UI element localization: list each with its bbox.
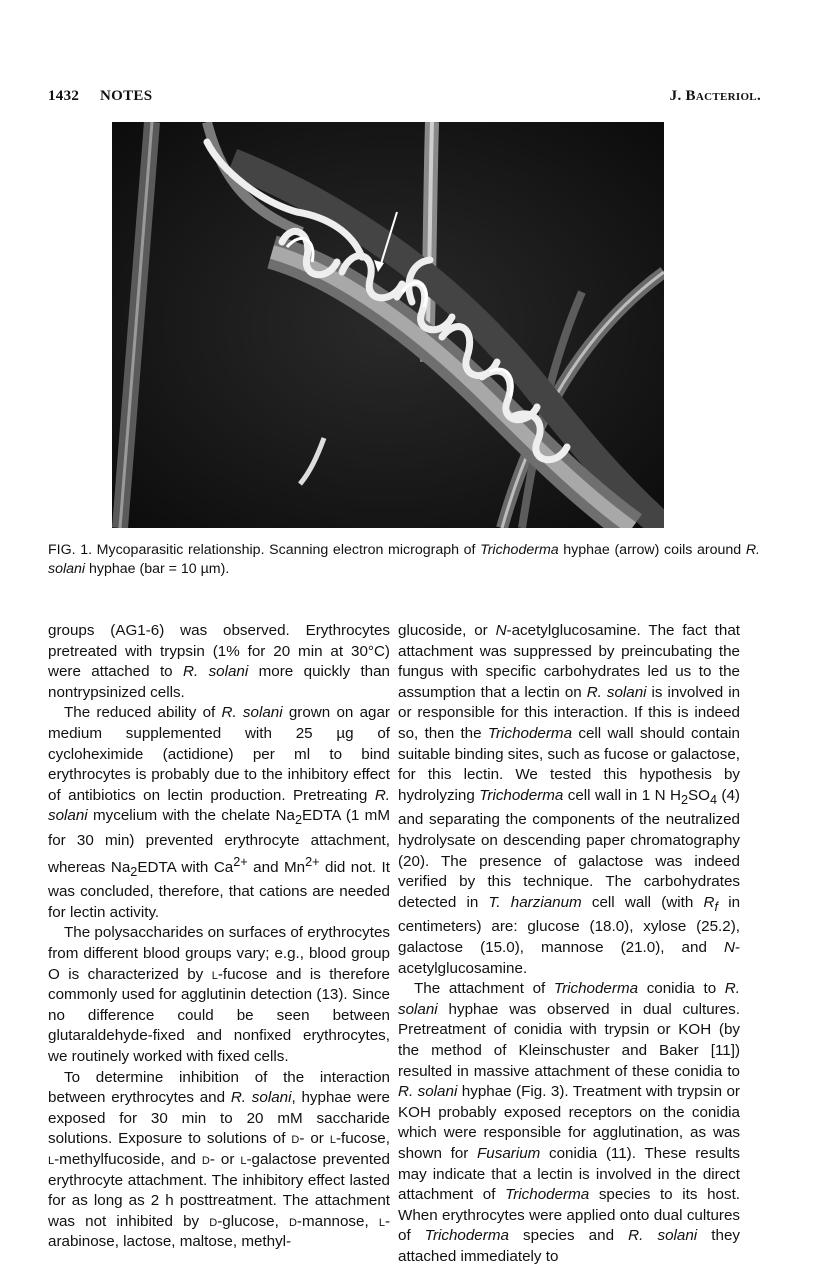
paragraph: The reduced ability of R. solani grown on agar medium supplemented with 25 µg of cycloheximide (actidione) per ml to bind erythrocytes is probably due to the inhibitory effect of antibiotics on lectin production. Pretreating R. solani mycelium with the chelate $Na_2EDTA$ (1 mM for 30 min) prevented erythrocyte attachment, whereas $Na_2EDTA$ with $Ca^{2+}$ and $Mn^{2+}$ did not. It was concluded, therefore, that cations are needed for lectin activity. xyxy=(48,704,390,921)
paragraph: To determine inhibition of the interaction between erythrocytes and R. solani, hyphae were exposed for 30 min to 20 mM saccharide solutions. Exposure to solutions of d- or l-fucose, l-methylfucoside, and d- or l-galactose prevented erythrocyte attachment. The inhibitory effect lasted for as long as 2 h posttreatment. The attachment was not inhibited by d-glucose, d-mannose, l-arabinose, lactose, maltose, methyl- xyxy=(48,1068,391,1251)
paragraph: glucoside, or N-acetylglucosamine. The fact that attachment was suppressed by preincubating the fungus with specific carbohydrates led us to the assumption that a lectin on R. solani is involved in or responsible for this interaction. If this is indeed so, then the Trichoderma cell wall should contain suitable binding sites, such as fucose or galactose, for this lectin. We tested this hypothesis by hydrolyzing Trichoderma cell wall in 1 N $H_2SO_4$ (4) and separating the components of the neutralized hydrolysate on descending paper chromatography (20). The presence of galactose was indeed verified by this technique. The carbohydrates detected in T. harzianum cell wall (with $R_f$ in centimeters) are: glucose (18.0), xylose (25.2), galactose (15.0), mannose (21.0), and N-acetylglucosamine. xyxy=(398,622,741,977)
section-title: NOTES xyxy=(100,88,153,104)
micrograph-figure xyxy=(112,122,664,528)
paragraph: groups (AG1-6) was observed. Erythrocytes pretreated with trypsin (1% for 20 min at 30°C) were attached to R. solani more quickly than nontrypsinized cells. xyxy=(48,622,390,701)
paragraph: The attachment of Trichoderma conidia to R. solani hyphae was observed in dual cultures. Pretreatment of conidia with trypsin or KOH (by the method of Kleinschuster and Baker [11]) resulted in massive attachment of these conidia to R. solani hyphae (Fig. 3). Treatment with trypsin or KOH probably exposed receptors on the conidia which were responsible for agglutination, as was shown for Fusarium conidia (11). These results may indicate that a lectin is involved in the direct attachment of Trichoderma species to its host. When erythrocytes were applied onto dual cultures of Trichoderma species and R. solani they attached immediately to xyxy=(398,980,741,1265)
right-column xyxy=(398,621,740,1267)
journal-title: J. Bacteriol. xyxy=(669,88,761,104)
micrograph-image xyxy=(112,122,664,528)
left-column xyxy=(48,621,390,1253)
paragraph: The polysaccharides on surfaces of erythrocytes from different blood groups vary; e.g., blood group O is characterized by l-fucose and is therefore commonly used for agglutinin detection (13). Since no difference could be seen between glutaraldehyde-fixed and nonfixed erythrocytes, we routinely worked with fixed cells. xyxy=(48,924,391,1065)
page-number: 1432 xyxy=(48,88,80,104)
figure-caption: FIG. 1. Mycoparasitic relationship. Scanning electron micrograph of Trichoderma hyphae (arrow) coils around R. solani hyphae (bar = 10 µm). xyxy=(48,542,760,577)
